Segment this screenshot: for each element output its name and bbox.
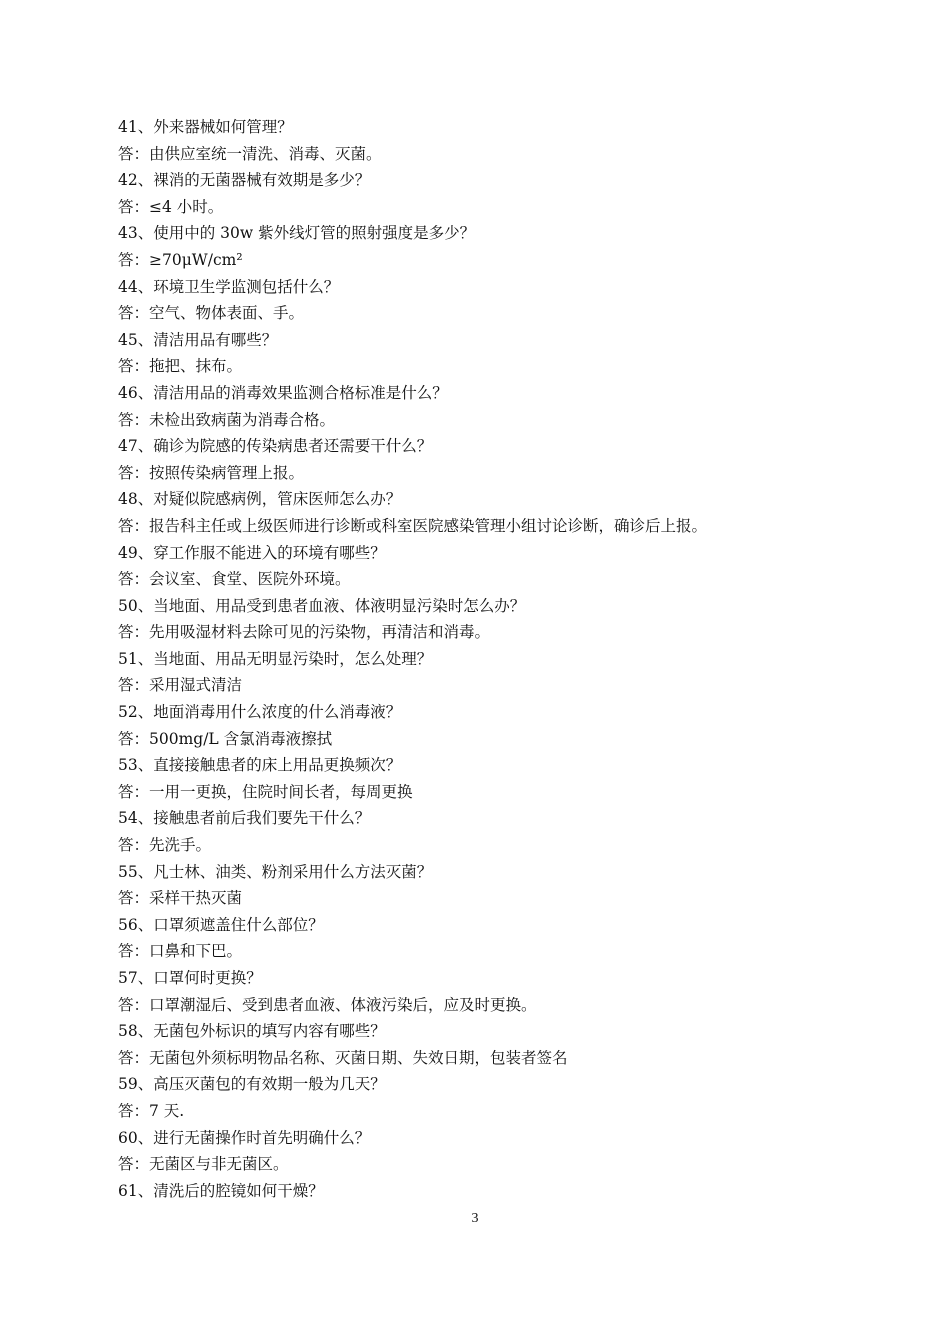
answer-line: 答：无菌区与非无菌区。 xyxy=(118,1155,289,1174)
answer-line: 答：采样干热灭菌 xyxy=(118,889,243,908)
answer-line: 答：按照传染病管理上报。 xyxy=(118,463,305,482)
question-line: 44、环境卫生学监测包括什么？ xyxy=(118,277,340,296)
answer-line: 答：会议室、食堂、医院外环境。 xyxy=(118,570,351,589)
answer-line: 答：先洗手。 xyxy=(118,836,212,855)
question-line: 51、当地面、用品无明显污染时，怎么处理？ xyxy=(118,649,433,668)
answer-line: 答：由供应室统一清洗、消毒、灭菌。 xyxy=(118,144,382,163)
question-line: 53、直接接触患者的床上用品更换频次？ xyxy=(118,756,402,775)
question-line: 46、清洁用品的消毒效果监测合格标准是什么？ xyxy=(118,383,448,402)
answer-line: 答：无菌包外须标明物品名称、灭菌日期、失效日期，包装者签名 xyxy=(118,1048,568,1067)
question-line: 54、接触患者前后我们要先干什么？ xyxy=(118,809,371,828)
question-line: 57、口罩何时更换？ xyxy=(118,969,262,987)
answer-line: 答：口鼻和下巴。 xyxy=(118,942,243,961)
answer-line: 答：报告科主任或上级医师进行诊断或科室医院感染管理小组讨论诊断，确诊后上报。 xyxy=(118,516,708,535)
question-line: 49、穿工作服不能进入的环境有哪些？ xyxy=(118,543,386,562)
question-line: 61、清洗后的腔镜如何干燥？ xyxy=(118,1181,324,1200)
answer-line: 答：一用一更换，住院时间长者，每周更换 xyxy=(118,782,413,801)
qa-list xyxy=(118,114,878,1204)
answer-line: 答：空气、物体表面、手。 xyxy=(118,304,305,323)
answer-line: 答：拖把、抹布。 xyxy=(118,357,243,376)
question-line: 60、进行无菌操作时首先明确什么？ xyxy=(118,1128,371,1147)
question-line: 42、裸消的无菌器械有效期是多少？ xyxy=(118,171,371,190)
answer-line: 答：未检出致病菌为消毒合格。 xyxy=(118,410,336,429)
answer-line: 答：≤4 小时。 xyxy=(118,197,224,216)
question-line: 59、高压灭菌包的有效期一般为几天？ xyxy=(118,1075,386,1094)
page-number: 3 xyxy=(471,1211,479,1226)
answer-line: 答：7 天. xyxy=(118,1101,185,1120)
question-line: 45、清洁用品有哪些？ xyxy=(118,330,278,349)
answer-line: 答：500mg/L 含氯消毒液擦拭 xyxy=(118,729,333,748)
question-line: 58、无菌包外标识的填写内容有哪些？ xyxy=(118,1022,386,1041)
question-line: 55、凡士林、油类、粉剂采用什么方法灭菌？ xyxy=(118,862,433,881)
question-line: 41、外来器械如何管理？ xyxy=(118,118,293,136)
question-line: 52、地面消毒用什么浓度的什么消毒液？ xyxy=(118,703,402,722)
question-line: 43、使用中的 30w 紫外线灯管的照射强度是多少？ xyxy=(118,224,476,243)
question-line: 56、口罩须遮盖住什么部位？ xyxy=(118,915,324,934)
answer-line: 答：≥70μW/cm² xyxy=(118,250,243,269)
question-line: 50、当地面、用品受到患者血液、体液明显污染时怎么办？ xyxy=(118,596,526,615)
question-line: 48、对疑似院感病例，管床医师怎么办？ xyxy=(118,490,402,509)
answer-line: 答：采用湿式清洁 xyxy=(118,676,243,695)
question-line: 47、确诊为院感的传染病患者还需要干什么？ xyxy=(118,437,433,456)
answer-line: 答：先用吸湿材料去除可见的污染物，再清洁和消毒。 xyxy=(118,623,491,642)
answer-line: 答：口罩潮湿后、受到患者血液、体液污染后，应及时更换。 xyxy=(118,995,537,1014)
